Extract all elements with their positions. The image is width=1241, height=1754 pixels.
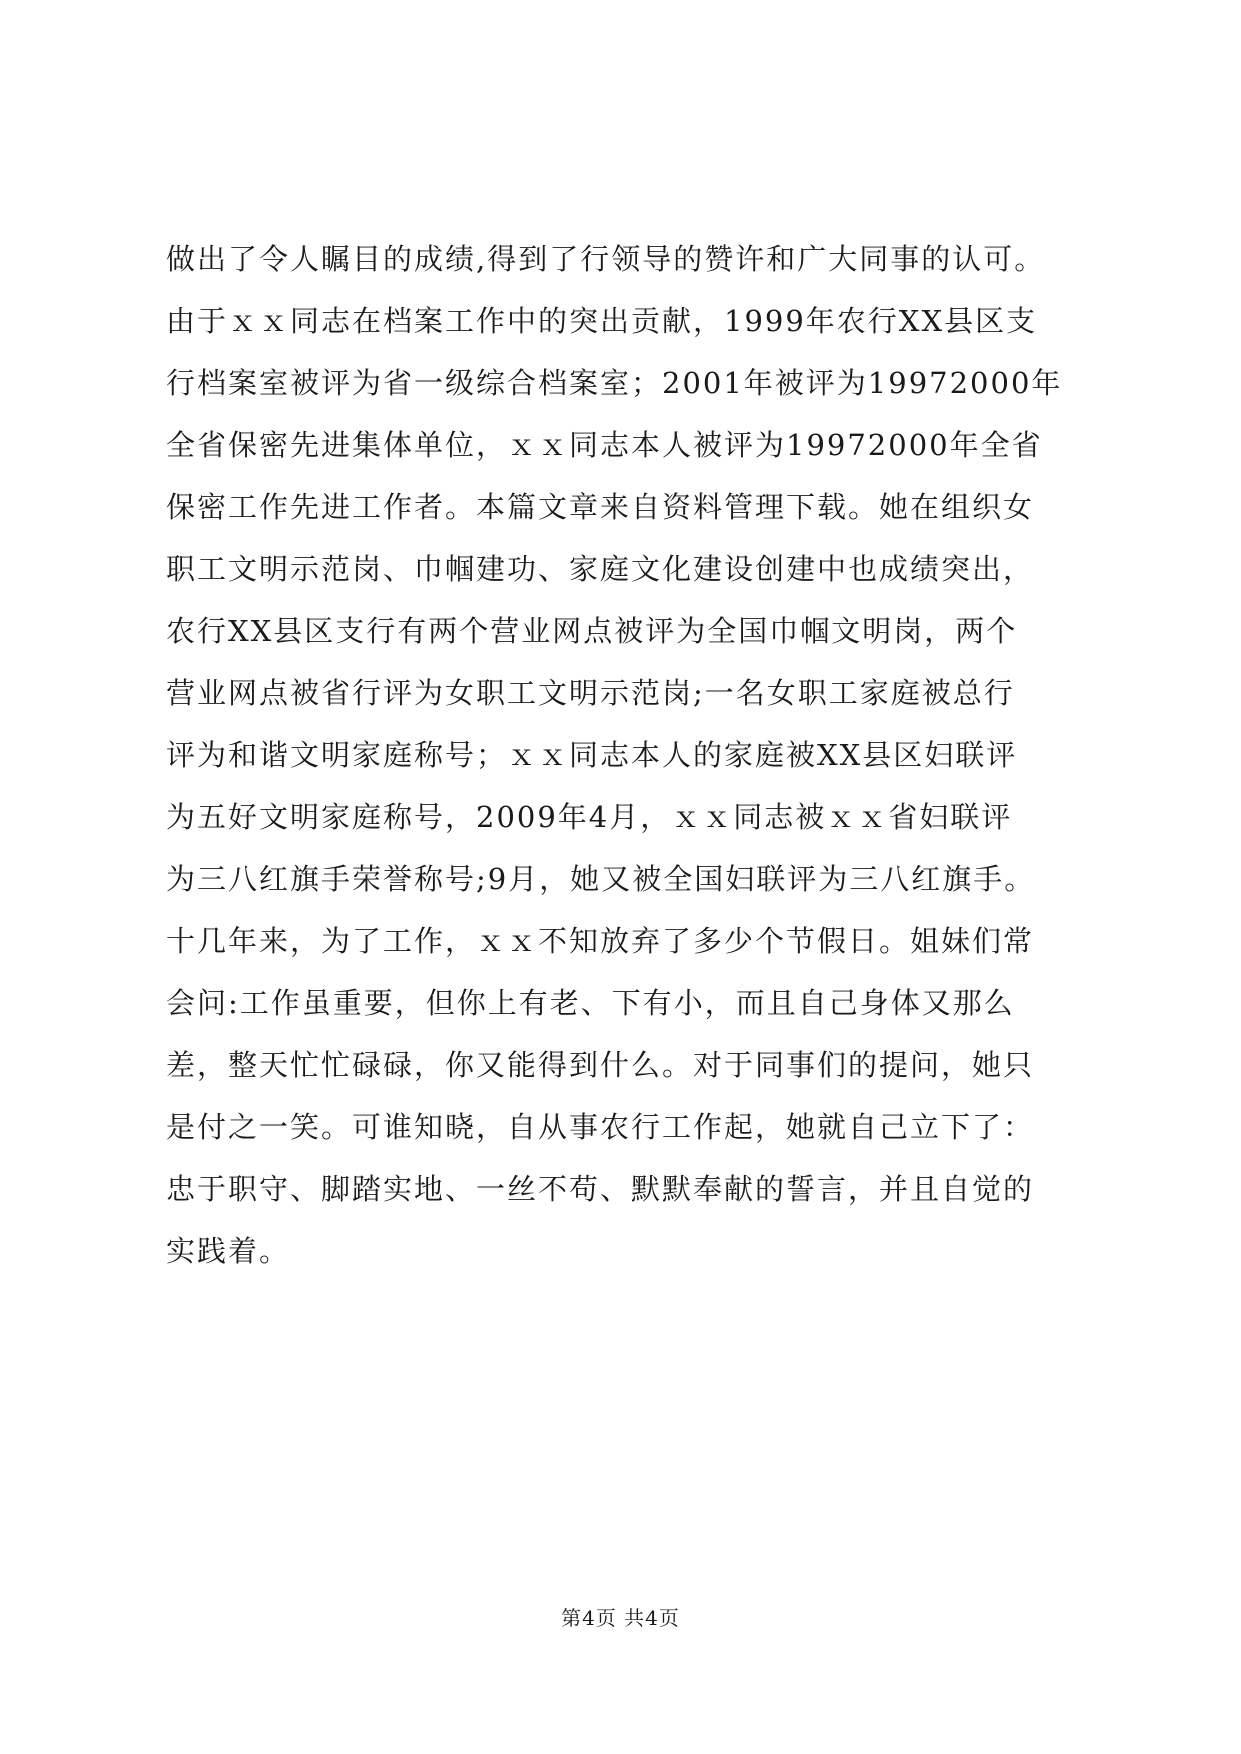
text-line: 差，整天忙忙碌碌，你又能得到什么。对于同事们的提问，她只 [166, 1048, 1035, 1082]
text-line: 为三八红旗手荣誉称号;9月，她又被全国妇联评为三八红旗手。 [166, 862, 1036, 896]
text-line: 是付之一笑。可谁知晓，自从事农行工作起，她就自己立下了： [166, 1110, 1035, 1144]
text-line: 忠于职守、脚踏实地、一丝不苟、默默奉献的誓言，并且自觉的 [166, 1172, 1035, 1206]
text-line: 行档案室被评为省一级综合档案室；2001年被评为19972000年 [166, 366, 1063, 400]
text-line: 全省保密先进集体单位，ｘｘ同志本人被评为19972000年全省 [166, 428, 1043, 462]
text-line: 实践着。 [166, 1234, 291, 1268]
text-line: 会问:工作虽重要，但你上有老、下有小，而且自己身体又那么 [166, 986, 1015, 1020]
text-line: 保密工作先进工作者。本篇文章来自资料管理下载。她在组织女 [166, 490, 1035, 524]
text-line: 为五好文明家庭称号，2009年4月，ｘｘ同志被ｘｘ省妇联评 [166, 800, 1013, 834]
page-footer: 第4页 共4页 [561, 1606, 680, 1630]
text-line: 农行XX县区支行有两个营业网点被评为全国巾帼文明岗，两个 [166, 614, 1018, 648]
text-line: 由于ｘｘ同志在档案工作中的突出贡献，1999年农行XX县区支 [166, 304, 1038, 338]
body-paragraph [166, 228, 1106, 1282]
text-line: 评为和谐文明家庭称号；ｘｘ同志本人的家庭被XX县区妇联评 [166, 738, 1018, 772]
text-line: 做出了令人瞩目的成绩,得到了行领导的赞许和广大同事的认可。 [166, 242, 1046, 276]
text-line: 职工文明示范岗、巾帼建功、家庭文化建设创建中也成绩突出， [166, 552, 1035, 586]
text-line: 十几年来，为了工作，ｘｘ不知放弃了多少个节假日。姐妹们常 [166, 924, 1035, 958]
text-line: 营业网点被省行评为女职工文明示范岗;一名女职工家庭被总行 [166, 676, 1015, 710]
